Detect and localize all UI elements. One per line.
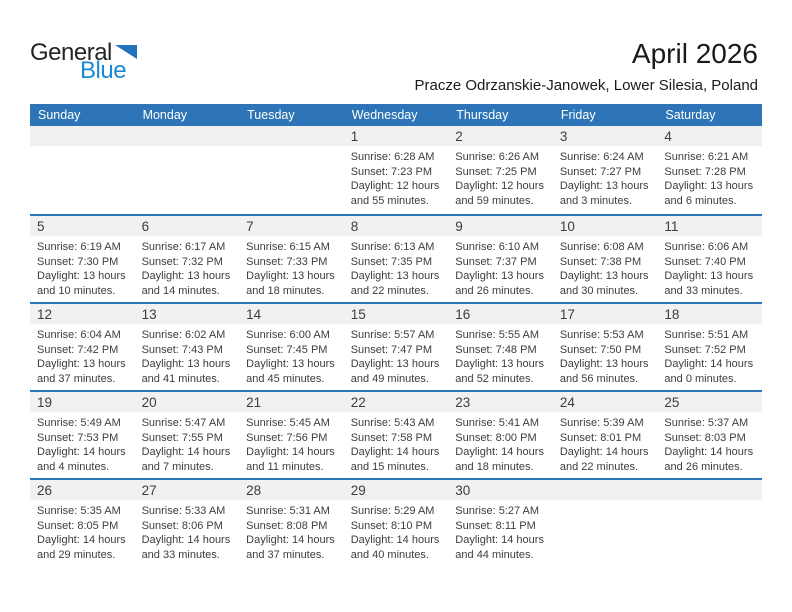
weekday-header-tuesday: Tuesday <box>247 108 295 122</box>
day-number <box>30 126 135 146</box>
daylight-text-line2: and 22 minutes. <box>350 284 429 297</box>
week-row <box>30 214 762 302</box>
day-number <box>657 480 762 500</box>
sunset-text: Sunset: 7:28 PM <box>664 165 746 178</box>
daylight-text-line1: Daylight: 13 hours <box>664 270 754 283</box>
day-number: 1 <box>344 126 449 146</box>
day-number: 29 <box>344 480 449 500</box>
daylight-text-line2: and 40 minutes. <box>350 548 429 561</box>
day-details <box>344 412 449 474</box>
daylight-text-line2: and 15 minutes. <box>350 460 429 473</box>
day-number: 18 <box>657 304 762 324</box>
day-number: 22 <box>344 392 449 412</box>
sunset-text: Sunset: 8:06 PM <box>141 519 223 532</box>
day-cell-8 <box>344 216 449 302</box>
day-number: 5 <box>30 216 135 236</box>
weekday-header-monday: Monday <box>142 108 188 122</box>
daylight-text-line2: and 29 minutes. <box>37 548 116 561</box>
day-number: 4 <box>657 126 762 146</box>
daylight-text-line1: Daylight: 13 hours <box>141 270 231 283</box>
day-number: 2 <box>448 126 553 146</box>
day-number: 14 <box>239 304 344 324</box>
daylight-text-line1: Daylight: 14 hours <box>246 534 335 547</box>
day-details <box>553 236 658 298</box>
sunset-text: Sunset: 8:11 PM <box>455 519 536 532</box>
day-details <box>135 324 240 386</box>
sunrise-text: Sunrise: 5:43 AM <box>350 417 435 429</box>
day-number: 11 <box>657 216 762 236</box>
sunrise-text: Sunrise: 5:31 AM <box>246 505 330 517</box>
day-details <box>30 412 135 474</box>
day-cell-28 <box>239 480 344 566</box>
week-row <box>30 302 762 390</box>
day-cell-7 <box>239 216 344 302</box>
daylight-text-line1: Daylight: 13 hours <box>141 358 231 371</box>
day-number: 9 <box>448 216 553 236</box>
day-cell-16 <box>448 304 553 390</box>
daylight-text-line1: Daylight: 14 hours <box>350 446 440 459</box>
sunrise-text: Sunrise: 6:26 AM <box>455 151 540 163</box>
day-cell-23 <box>448 392 553 478</box>
day-number: 16 <box>448 304 553 324</box>
daylight-text-line1: Daylight: 12 hours <box>455 180 544 193</box>
day-number: 7 <box>239 216 344 236</box>
daylight-text-line2: and 56 minutes. <box>559 372 639 385</box>
day-number: 25 <box>657 392 762 412</box>
day-cell-18 <box>657 304 762 390</box>
sunset-text: Sunset: 7:55 PM <box>141 431 223 444</box>
daylight-text-line1: Daylight: 12 hours <box>350 180 440 193</box>
daylight-text-line2: and 49 minutes. <box>350 372 429 385</box>
day-cell-empty <box>239 126 344 214</box>
weekday-header-saturday: Saturday <box>665 108 716 122</box>
page-title: April 2026 <box>631 38 758 69</box>
daylight-text-line2: and 37 minutes. <box>37 372 116 385</box>
daylight-text-line2: and 18 minutes. <box>246 284 325 297</box>
daylight-text-line2: and 22 minutes. <box>559 460 639 473</box>
day-details <box>448 412 553 474</box>
day-cell-2 <box>448 126 553 214</box>
daylight-text-line2: and 6 minutes. <box>664 194 737 207</box>
sunset-text: Sunset: 7:33 PM <box>246 255 328 268</box>
daylight-text-line2: and 3 minutes. <box>559 194 632 207</box>
day-details <box>657 146 762 208</box>
day-cell-27 <box>135 480 240 566</box>
daylight-text-line1: Daylight: 14 hours <box>455 446 544 459</box>
sunrise-text: Sunrise: 5:57 AM <box>350 329 435 341</box>
daylight-text-line1: Daylight: 13 hours <box>350 358 440 371</box>
day-cell-10 <box>553 216 658 302</box>
daylight-text-line2: and 10 minutes. <box>37 284 116 297</box>
weekday-header-friday: Friday <box>560 108 596 122</box>
sunrise-text: Sunrise: 6:02 AM <box>141 329 226 341</box>
day-number: 24 <box>553 392 658 412</box>
sunset-text: Sunset: 7:53 PM <box>37 431 119 444</box>
sunset-text: Sunset: 7:25 PM <box>455 165 537 178</box>
day-number: 28 <box>239 480 344 500</box>
sunrise-text: Sunrise: 5:41 AM <box>455 417 540 429</box>
day-cell-9 <box>448 216 553 302</box>
day-details <box>553 324 658 386</box>
day-number <box>553 480 658 500</box>
day-cell-empty <box>135 126 240 214</box>
sunrise-text: Sunrise: 6:19 AM <box>37 241 121 253</box>
sunset-text: Sunset: 8:03 PM <box>664 431 746 444</box>
day-details <box>135 500 240 562</box>
weekday-header-sunday: Sunday <box>38 108 81 122</box>
daylight-text-line1: Daylight: 13 hours <box>559 358 649 371</box>
sunrise-text: Sunrise: 6:04 AM <box>37 329 121 341</box>
day-details <box>30 236 135 298</box>
day-details <box>239 236 344 298</box>
daylight-text-line2: and 4 minutes. <box>37 460 110 473</box>
day-cell-20 <box>135 392 240 478</box>
daylight-text-line1: Daylight: 14 hours <box>350 534 440 547</box>
day-details <box>448 324 553 386</box>
sunset-text: Sunset: 8:05 PM <box>37 519 119 532</box>
daylight-text-line1: Daylight: 14 hours <box>37 534 126 547</box>
daylight-text-line2: and 26 minutes. <box>455 284 534 297</box>
calendar <box>30 104 762 566</box>
day-cell-14 <box>239 304 344 390</box>
daylight-text-line1: Daylight: 14 hours <box>664 446 754 459</box>
sunset-text: Sunset: 7:58 PM <box>350 431 433 444</box>
sunset-text: Sunset: 7:56 PM <box>246 431 328 444</box>
sunset-text: Sunset: 7:40 PM <box>664 255 746 268</box>
day-number <box>239 126 344 146</box>
week-row <box>30 390 762 478</box>
daylight-text-line1: Daylight: 14 hours <box>559 446 649 459</box>
day-details <box>553 412 658 474</box>
day-number: 19 <box>30 392 135 412</box>
daylight-text-line1: Daylight: 14 hours <box>141 446 231 459</box>
daylight-text-line2: and 52 minutes. <box>455 372 534 385</box>
day-number: 3 <box>553 126 658 146</box>
day-cell-24 <box>553 392 658 478</box>
day-number: 13 <box>135 304 240 324</box>
sunset-text: Sunset: 7:38 PM <box>559 255 642 268</box>
sunrise-text: Sunrise: 5:53 AM <box>559 329 644 341</box>
sunrise-text: Sunrise: 6:17 AM <box>141 241 226 253</box>
daylight-text-line1: Daylight: 13 hours <box>246 270 335 283</box>
sunrise-text: Sunrise: 6:10 AM <box>455 241 540 253</box>
daylight-text-line1: Daylight: 13 hours <box>246 358 335 371</box>
daylight-text-line2: and 44 minutes. <box>455 548 534 561</box>
day-details <box>657 412 762 474</box>
daylight-text-line2: and 41 minutes. <box>141 372 220 385</box>
sunset-text: Sunset: 7:23 PM <box>350 165 433 178</box>
day-cell-4 <box>657 126 762 214</box>
sunset-text: Sunset: 7:48 PM <box>455 343 537 356</box>
daylight-text-line2: and 33 minutes. <box>664 284 743 297</box>
day-number: 20 <box>135 392 240 412</box>
daylight-text-line1: Daylight: 13 hours <box>37 358 126 371</box>
day-cell-30 <box>448 480 553 566</box>
sunrise-text: Sunrise: 5:37 AM <box>664 417 749 429</box>
sunset-text: Sunset: 8:08 PM <box>246 519 328 532</box>
logo-text-blue: Blue <box>80 57 127 84</box>
sunrise-text: Sunrise: 6:00 AM <box>246 329 330 341</box>
day-number <box>135 126 240 146</box>
daylight-text-line2: and 26 minutes. <box>664 460 743 473</box>
day-cell-empty <box>553 480 658 566</box>
day-details <box>30 324 135 386</box>
sunset-text: Sunset: 7:37 PM <box>455 255 537 268</box>
day-details <box>344 500 449 562</box>
daylight-text-line1: Daylight: 14 hours <box>455 534 544 547</box>
sunset-text: Sunset: 8:01 PM <box>559 431 642 444</box>
daylight-text-line1: Daylight: 13 hours <box>559 270 649 283</box>
day-details <box>135 236 240 298</box>
day-cell-15 <box>344 304 449 390</box>
day-cell-12 <box>30 304 135 390</box>
daylight-text-line1: Daylight: 14 hours <box>664 358 754 371</box>
sunrise-text: Sunrise: 6:24 AM <box>559 151 644 163</box>
day-number: 21 <box>239 392 344 412</box>
day-number: 17 <box>553 304 658 324</box>
daylight-text-line1: Daylight: 13 hours <box>37 270 126 283</box>
sunset-text: Sunset: 8:00 PM <box>455 431 537 444</box>
day-number: 27 <box>135 480 240 500</box>
weekday-header-row <box>30 104 762 126</box>
logo <box>30 41 137 83</box>
sunrise-text: Sunrise: 5:49 AM <box>37 417 121 429</box>
daylight-text-line2: and 0 minutes. <box>664 372 737 385</box>
day-details <box>448 146 553 208</box>
daylight-text-line2: and 55 minutes. <box>350 194 429 207</box>
sunrise-text: Sunrise: 5:39 AM <box>559 417 644 429</box>
day-details <box>657 236 762 298</box>
day-number: 15 <box>344 304 449 324</box>
day-number: 26 <box>30 480 135 500</box>
daylight-text-line2: and 37 minutes. <box>246 548 325 561</box>
daylight-text-line2: and 45 minutes. <box>246 372 325 385</box>
sunrise-text: Sunrise: 5:33 AM <box>141 505 226 517</box>
day-details <box>657 324 762 386</box>
daylight-text-line2: and 18 minutes. <box>455 460 534 473</box>
sunrise-text: Sunrise: 6:06 AM <box>664 241 749 253</box>
day-number: 8 <box>344 216 449 236</box>
sunset-text: Sunset: 8:10 PM <box>350 519 433 532</box>
day-details <box>239 324 344 386</box>
sunrise-text: Sunrise: 6:21 AM <box>664 151 749 163</box>
week-row <box>30 126 762 214</box>
daylight-text-line1: Daylight: 13 hours <box>664 180 754 193</box>
sunset-text: Sunset: 7:43 PM <box>141 343 223 356</box>
daylight-text-line2: and 7 minutes. <box>141 460 214 473</box>
day-number: 30 <box>448 480 553 500</box>
day-cell-3 <box>553 126 658 214</box>
sunrise-text: Sunrise: 5:47 AM <box>141 417 226 429</box>
day-details <box>344 146 449 208</box>
day-number: 12 <box>30 304 135 324</box>
sunrise-text: Sunrise: 5:29 AM <box>350 505 435 517</box>
day-details <box>239 412 344 474</box>
weekday-header-wednesday: Wednesday <box>351 108 418 122</box>
day-details <box>344 236 449 298</box>
sunset-text: Sunset: 7:30 PM <box>37 255 119 268</box>
day-cell-11 <box>657 216 762 302</box>
day-details <box>553 146 658 208</box>
day-cell-26 <box>30 480 135 566</box>
day-cell-17 <box>553 304 658 390</box>
weekday-header-thursday: Thursday <box>456 108 509 122</box>
calendar-body <box>30 126 762 566</box>
day-cell-25 <box>657 392 762 478</box>
sunrise-text: Sunrise: 5:51 AM <box>664 329 749 341</box>
sunrise-text: Sunrise: 6:08 AM <box>559 241 644 253</box>
day-number: 23 <box>448 392 553 412</box>
daylight-text-line1: Daylight: 13 hours <box>455 358 544 371</box>
daylight-text-line1: Daylight: 13 hours <box>455 270 544 283</box>
sunset-text: Sunset: 7:47 PM <box>350 343 433 356</box>
sunset-text: Sunset: 7:52 PM <box>664 343 746 356</box>
day-details <box>344 324 449 386</box>
day-number: 6 <box>135 216 240 236</box>
day-cell-5 <box>30 216 135 302</box>
day-details <box>448 500 553 562</box>
logo-text-general-label: General <box>30 39 112 66</box>
day-cell-empty <box>657 480 762 566</box>
daylight-text-line1: Daylight: 13 hours <box>350 270 440 283</box>
daylight-text-line1: Daylight: 14 hours <box>141 534 231 547</box>
sunrise-text: Sunrise: 5:27 AM <box>455 505 540 517</box>
daylight-text-line1: Daylight: 14 hours <box>37 446 126 459</box>
sunset-text: Sunset: 7:50 PM <box>559 343 642 356</box>
day-cell-21 <box>239 392 344 478</box>
daylight-text-line2: and 33 minutes. <box>141 548 220 561</box>
sunrise-text: Sunrise: 5:45 AM <box>246 417 330 429</box>
day-cell-19 <box>30 392 135 478</box>
day-number: 10 <box>553 216 658 236</box>
daylight-text-line2: and 30 minutes. <box>559 284 639 297</box>
day-details <box>30 500 135 562</box>
day-cell-29 <box>344 480 449 566</box>
day-details <box>239 500 344 562</box>
day-details <box>448 236 553 298</box>
sunset-text: Sunset: 7:42 PM <box>37 343 119 356</box>
daylight-text-line1: Daylight: 13 hours <box>559 180 649 193</box>
day-cell-empty <box>30 126 135 214</box>
sunrise-text: Sunrise: 6:15 AM <box>246 241 330 253</box>
sunset-text: Sunset: 7:45 PM <box>246 343 328 356</box>
sunrise-text: Sunrise: 5:55 AM <box>455 329 540 341</box>
sunrise-text: Sunrise: 6:28 AM <box>350 151 435 163</box>
day-cell-22 <box>344 392 449 478</box>
daylight-text-line2: and 11 minutes. <box>246 460 324 473</box>
sunrise-text: Sunrise: 5:35 AM <box>37 505 121 517</box>
sunset-text: Sunset: 7:27 PM <box>559 165 642 178</box>
week-row <box>30 478 762 566</box>
day-cell-6 <box>135 216 240 302</box>
day-cell-1 <box>344 126 449 214</box>
daylight-text-line1: Daylight: 14 hours <box>246 446 335 459</box>
daylight-text-line2: and 59 minutes. <box>455 194 534 207</box>
day-cell-13 <box>135 304 240 390</box>
daylight-text-line2: and 14 minutes. <box>141 284 220 297</box>
sunset-text: Sunset: 7:35 PM <box>350 255 433 268</box>
sunset-text: Sunset: 7:32 PM <box>141 255 223 268</box>
page-subtitle: Pracze Odrzanskie-Janowek, Lower Silesia, Poland <box>414 77 758 94</box>
sunrise-text: Sunrise: 6:13 AM <box>350 241 435 253</box>
day-details <box>135 412 240 474</box>
